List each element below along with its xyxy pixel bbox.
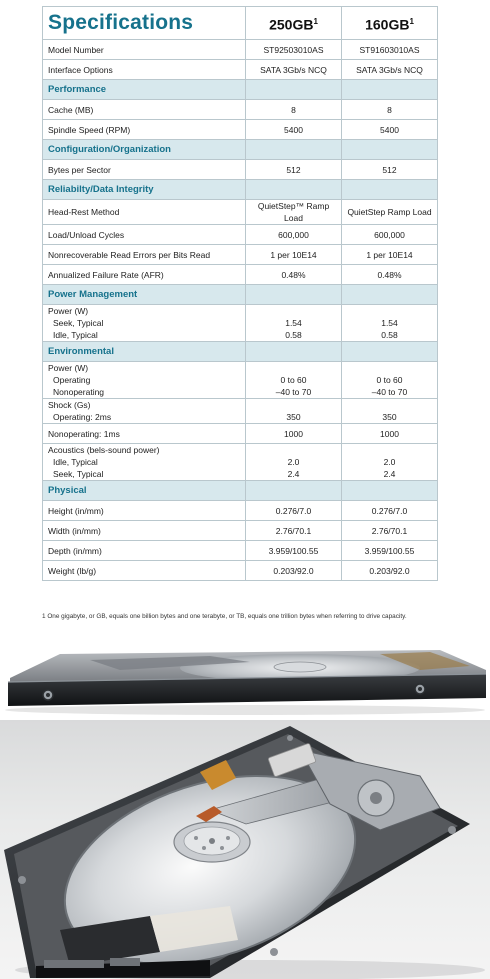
spec-label: Shock (Gs) [48, 400, 91, 410]
specifications-table [42, 6, 438, 581]
section-empty-cell [342, 140, 438, 160]
spec-value-160: 0.58 [381, 330, 398, 340]
spec-value-160-group [342, 362, 438, 399]
spec-label: Model Number [43, 40, 246, 60]
table-row [43, 265, 438, 285]
table-row [43, 120, 438, 140]
spec-value-160: QuietStep Ramp Load [342, 200, 438, 225]
spec-value-250: –40 to 70 [275, 387, 312, 397]
spec-value-160 [347, 399, 432, 411]
spec-label: Nonrecoverable Read Errors per Bits Read [43, 245, 246, 265]
section-empty-cell [342, 481, 438, 501]
spec-value-250 [251, 305, 336, 317]
spec-value-160: 350 [382, 412, 397, 422]
section-row [43, 140, 438, 160]
drive-open-illustration [0, 720, 490, 979]
capacity-header-160-label: 160GB [365, 16, 410, 33]
section-heading: Reliabilty/Data Integrity [43, 180, 246, 200]
spec-value-250: 0.48% [246, 265, 342, 285]
spec-value-250: 2.76/70.1 [246, 521, 342, 541]
spec-sublabel: Idle, Typical [53, 457, 98, 467]
capacity-footnote: 1 One gigabyte, or GB, equals one billion bytes and one terabyte, or TB, equals one trillion bytes when referring to drive capacity. [42, 613, 407, 620]
spec-value-160-group [342, 305, 438, 342]
spec-label-group [43, 305, 246, 342]
table-row [43, 541, 438, 561]
spec-label-group [43, 444, 246, 481]
drive-side-photo [0, 640, 490, 716]
section-empty-cell [246, 80, 342, 100]
table-row [43, 305, 438, 342]
spec-value-250 [251, 444, 336, 456]
spec-value-160: 0.276/7.0 [342, 501, 438, 521]
spec-value-250-group [246, 399, 342, 424]
section-empty-cell [246, 180, 342, 200]
spec-value-250 [251, 362, 336, 374]
spec-label: Load/Unload Cycles [43, 225, 246, 245]
spec-value-160: 1 per 10E14 [342, 245, 438, 265]
section-empty-cell [342, 180, 438, 200]
section-empty-cell [246, 140, 342, 160]
spec-label: Nonoperating: 1ms [43, 424, 246, 444]
spec-value-250: 0.276/7.0 [246, 501, 342, 521]
capacity-header-250-label: 250GB [269, 16, 314, 33]
spec-value-250-group [246, 362, 342, 399]
spec-value-160 [347, 362, 432, 374]
spec-value-160: 1000 [342, 424, 438, 444]
spec-value-160: 600,000 [342, 225, 438, 245]
spec-value-160: 5400 [342, 120, 438, 140]
spec-value-250: 0.58 [285, 330, 302, 340]
spec-sublabel: Seek, Typical [53, 469, 104, 479]
spec-label: Weight (lb/g) [43, 561, 246, 581]
spec-value-160: 2.4 [383, 469, 396, 479]
spec-label: Height (in/mm) [43, 501, 246, 521]
drive-open-photo [0, 720, 490, 979]
spec-value-250: 3.959/100.55 [246, 541, 342, 561]
spec-value-250: 512 [246, 160, 342, 180]
spec-label: Power (W) [48, 363, 89, 373]
section-empty-cell [246, 342, 342, 362]
spec-sublabel: Seek, Typical [53, 318, 104, 328]
spec-value-250: 5400 [246, 120, 342, 140]
drive-side-illustration [0, 640, 490, 716]
spec-value-160: 2.0 [383, 457, 396, 467]
spec-label: Spindle Speed (RPM) [43, 120, 246, 140]
spec-value-160 [347, 305, 432, 317]
table-row [43, 521, 438, 541]
table-row [43, 100, 438, 120]
spec-value-250: QuietStep™ Ramp Load [246, 200, 342, 225]
spec-sublabel: Operating: 2ms [53, 412, 112, 422]
spec-value-160-group [342, 444, 438, 481]
spec-value-250: 350 [286, 412, 301, 422]
spec-value-160 [347, 444, 432, 456]
spec-label: Depth (in/mm) [43, 541, 246, 561]
capacity-header-250 [246, 7, 342, 40]
spec-value-250: 600,000 [246, 225, 342, 245]
spec-sublabel: Idle, Typical [53, 330, 98, 340]
table-row [43, 424, 438, 444]
spec-sublabel: Nonoperating [53, 387, 105, 397]
table-row [43, 561, 438, 581]
spec-value-250-group [246, 444, 342, 481]
spec-value-160: 0.203/92.0 [342, 561, 438, 581]
spec-value-250: SATA 3Gb/s NCQ [246, 60, 342, 80]
spec-value-160: 0 to 60 [376, 375, 403, 385]
spec-label: Interface Options [43, 60, 246, 80]
table-row [43, 60, 438, 80]
section-heading: Power Management [43, 285, 246, 305]
table-row [43, 444, 438, 481]
spec-value-250: ST92503010AS [246, 40, 342, 60]
section-row [43, 285, 438, 305]
spec-value-160: ST91603010AS [342, 40, 438, 60]
spec-value-160: 3.959/100.55 [342, 541, 438, 561]
section-empty-cell [342, 342, 438, 362]
footnote-marker: 1 [409, 16, 414, 26]
section-row [43, 180, 438, 200]
spec-label: Acoustics (bels-sound power) [48, 445, 160, 455]
table-row [43, 160, 438, 180]
section-empty-cell [246, 285, 342, 305]
spec-label: Bytes per Sector [43, 160, 246, 180]
section-heading: Configuration/Organization [43, 140, 246, 160]
spec-value-160: 1.54 [381, 318, 398, 328]
spec-label: Cache (MB) [43, 100, 246, 120]
section-row [43, 342, 438, 362]
table-row [43, 245, 438, 265]
table-row [43, 362, 438, 399]
spec-value-160: 0.48% [342, 265, 438, 285]
spec-label: Width (in/mm) [43, 521, 246, 541]
spec-value-250-group [246, 305, 342, 342]
spec-label-group [43, 362, 246, 399]
section-empty-cell [246, 481, 342, 501]
spec-value-160: 8 [342, 100, 438, 120]
table-row [43, 501, 438, 521]
section-row [43, 80, 438, 100]
spec-value-250 [251, 399, 336, 411]
footnote-marker: 1 [313, 16, 318, 26]
spec-value-160: 2.76/70.1 [342, 521, 438, 541]
page-title: Specifications [43, 7, 246, 40]
table-row [43, 399, 438, 424]
table-header-row [43, 7, 438, 40]
spec-value-250: 8 [246, 100, 342, 120]
spec-label: Annualized Failure Rate (AFR) [43, 265, 246, 285]
spec-label-group [43, 399, 246, 424]
spec-value-160-group [342, 399, 438, 424]
spec-label: Power (W) [48, 306, 89, 316]
spec-label: Head-Rest Method [43, 200, 246, 225]
section-heading: Environmental [43, 342, 246, 362]
spec-value-250: 2.0 [287, 457, 300, 467]
spec-value-250: 0.203/92.0 [246, 561, 342, 581]
section-row [43, 481, 438, 501]
spec-value-160: SATA 3Gb/s NCQ [342, 60, 438, 80]
section-empty-cell [342, 285, 438, 305]
table-row [43, 40, 438, 60]
table-row [43, 225, 438, 245]
section-heading: Physical [43, 481, 246, 501]
spec-value-160: 512 [342, 160, 438, 180]
spec-value-160: –40 to 70 [371, 387, 408, 397]
section-heading: Performance [43, 80, 246, 100]
capacity-header-160 [342, 7, 438, 40]
spec-value-250: 2.4 [287, 469, 300, 479]
section-empty-cell [342, 80, 438, 100]
spec-value-250: 0 to 60 [280, 375, 307, 385]
spec-value-250: 1000 [246, 424, 342, 444]
spec-value-250: 1 per 10E14 [246, 245, 342, 265]
table-row [43, 200, 438, 225]
spec-value-250: 1.54 [285, 318, 302, 328]
spec-sublabel: Operating [53, 375, 91, 385]
